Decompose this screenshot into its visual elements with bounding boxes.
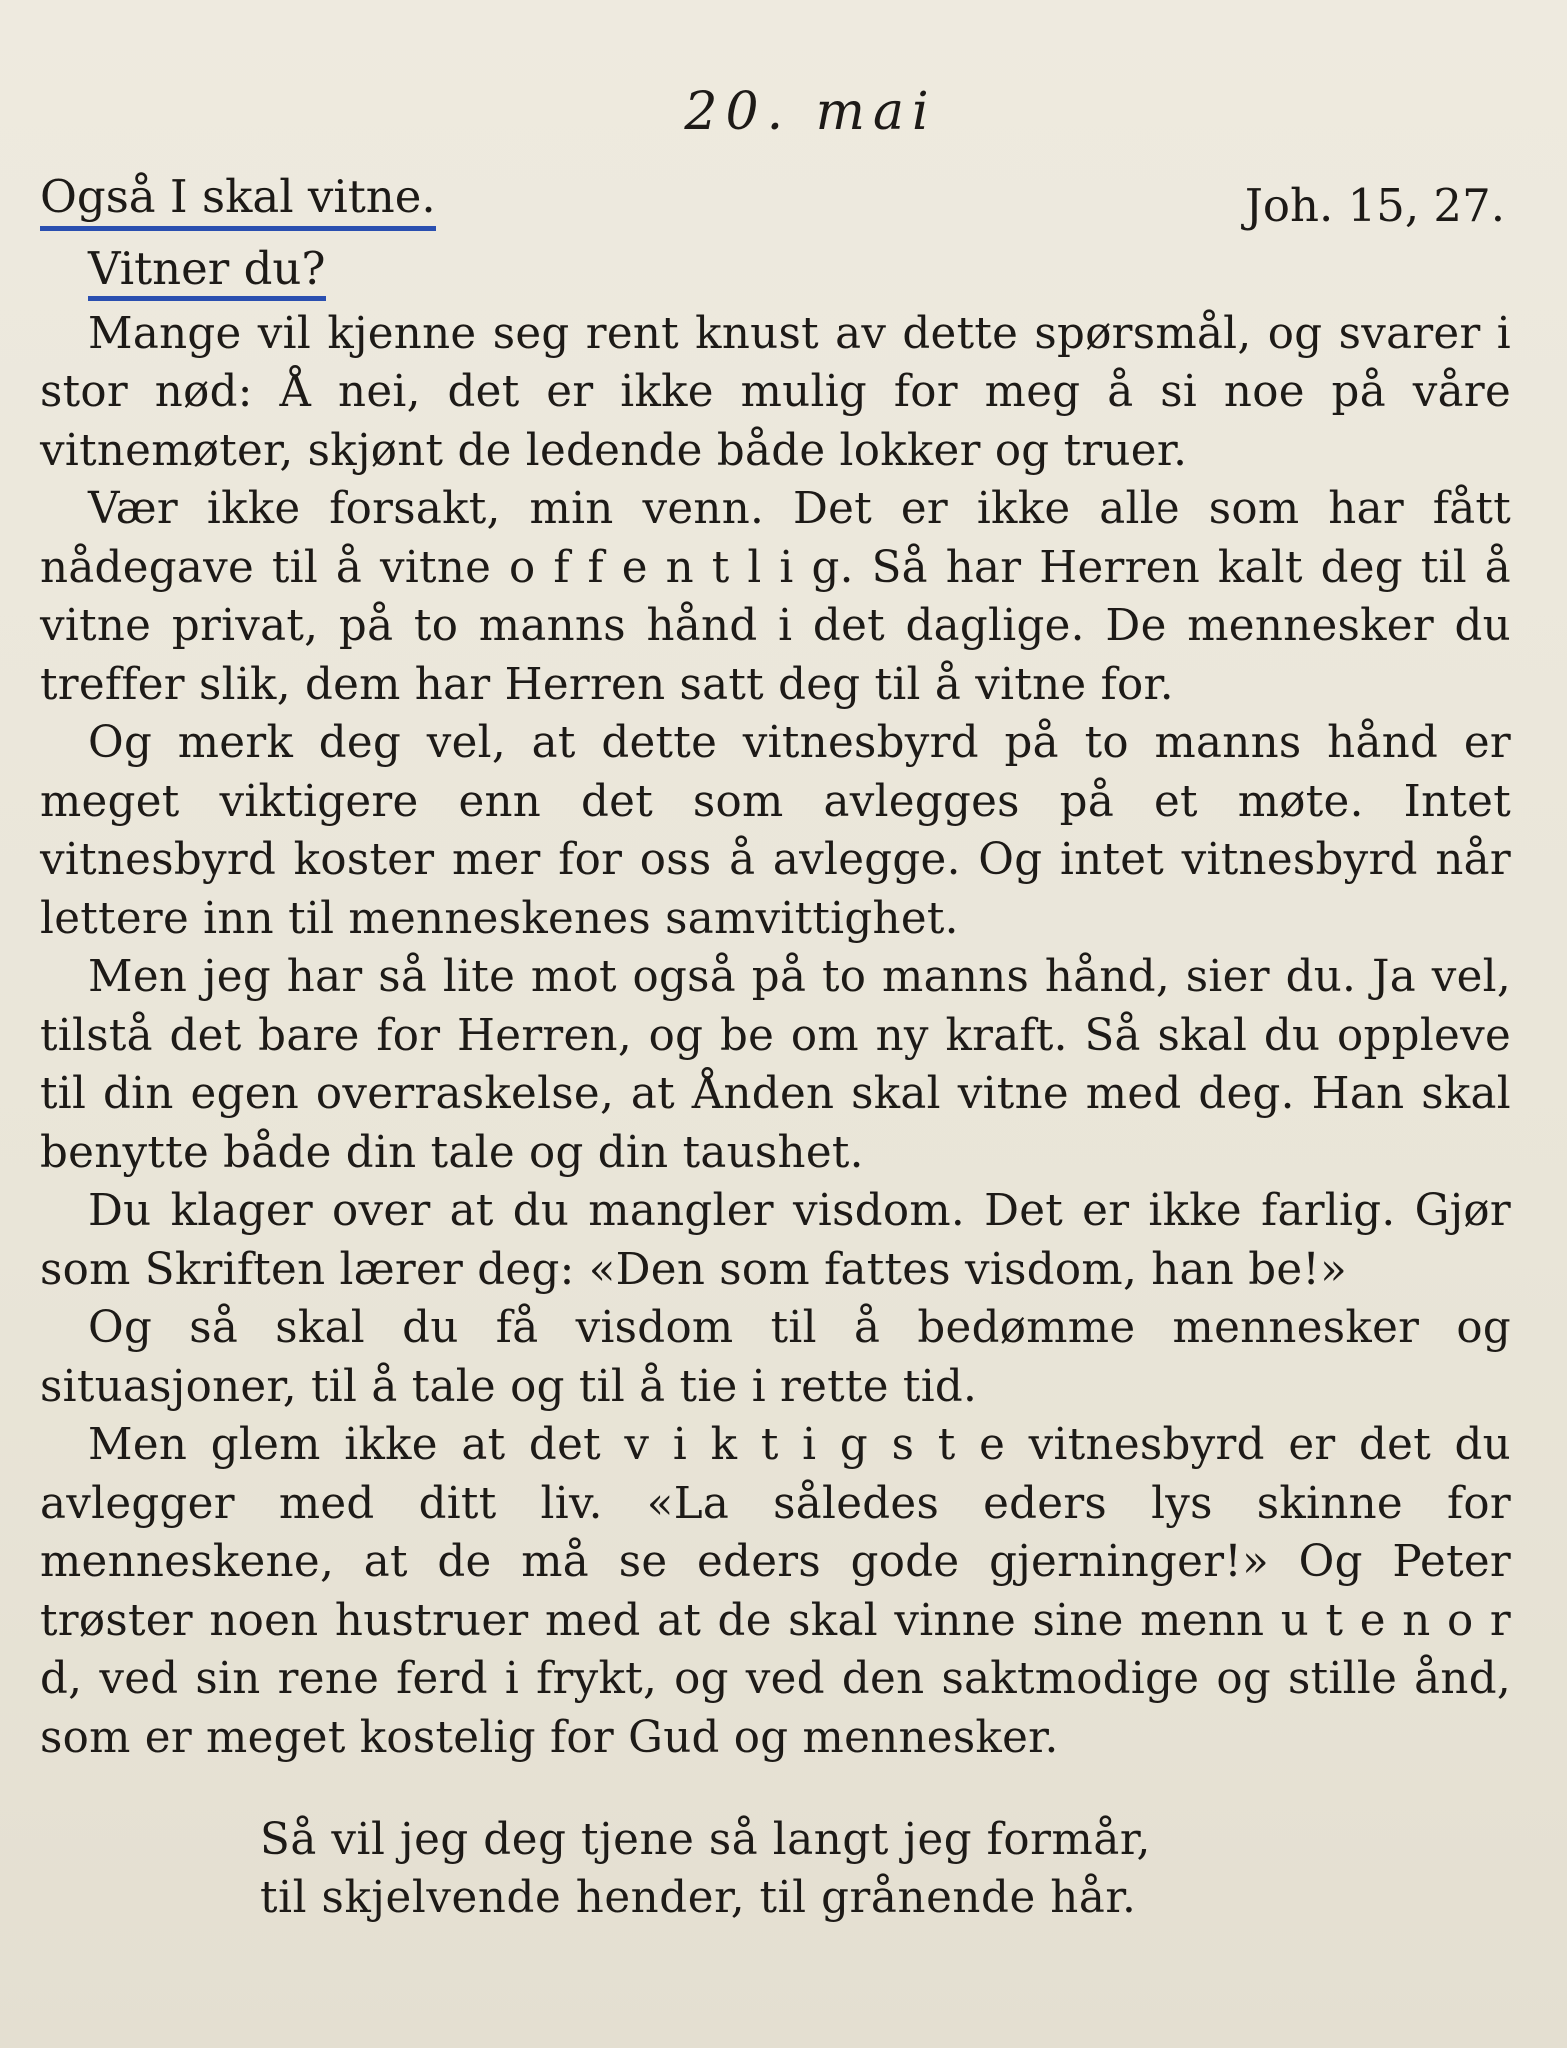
scripture-reference: Joh. 15, 27. [1244, 179, 1505, 232]
heading-row [40, 172, 1511, 231]
closing-verse [260, 1811, 1511, 1927]
paragraph: Og merk deg vel, at dette vitnesbyrd på to manns hånd er meget viktigere enn det som avlegges på et møte. Intet vitnesbyrd koster mer for oss å avlegge. Og intet vitnesbyrd når lettere inn til menneskenes samvittighet. [40, 718, 1511, 944]
paragraph: Men jeg har så lite mot også på to manns hånd, sier du. Ja vel, tilstå det bare for Herren, og be om ny kraft. Så skal du oppleve til din egen overraskelse, at Ånden skal vitne med deg. Han skal benytte både din tale og din taushet. [40, 952, 1511, 1178]
devotion-title: Også I skal vitne. [40, 172, 436, 231]
verse-line: til skjelvende hender, til grånende hår. [260, 1873, 1137, 1924]
paragraph: Og så skal du få visdom til å bedømme mennesker og situasjoner, til å tale og til å tie i rette tid. [40, 1303, 1511, 1412]
paragraph: Men glem ikke at det v i k t i g s t e vitnesbyrd er det du avlegger med ditt liv. «La således eders lys skinne for menneskene, at de må se eders gode gjerninger!» Og Peter trøster noen hustruer med at de skal vinne sine menn u t e n o r d, ved sin rene ferd i frykt, og ved den saktmodige og stille ånd, som er meget kostelig for Gud og mennesker. [40, 1420, 1511, 1763]
paragraph: Vær ikke forsakt, min venn. Det er ikke alle som har fått nådegave til å vitne o f f e n t l i g. Så har Herren kalt deg til å vitne privat, på to manns hånd i det daglige. De mennesker du treffer slik, dem har Herren satt deg til å vitne for. [40, 484, 1511, 710]
question-line [88, 241, 1511, 301]
page-date: 20. mai [684, 82, 937, 142]
opening-question: Vitner du? [88, 245, 326, 301]
verse-line: Så vil jeg deg tjene så langt jeg formår, [260, 1815, 1151, 1866]
paragraph: Du klager over at du mangler visdom. Det er ikke farlig. Gjør som Skriften lærer deg: «Den som fattes visdom, han be!» [40, 1186, 1511, 1295]
body-text [40, 305, 1511, 1768]
paragraph: Mange vil kjenne seg rent knust av dette spørsmål, og svarer i stor nød: Å nei, det er ikke mulig for meg å si noe på våre vitnemøter, skjønt de ledende både lokker og truer. [40, 308, 1511, 476]
